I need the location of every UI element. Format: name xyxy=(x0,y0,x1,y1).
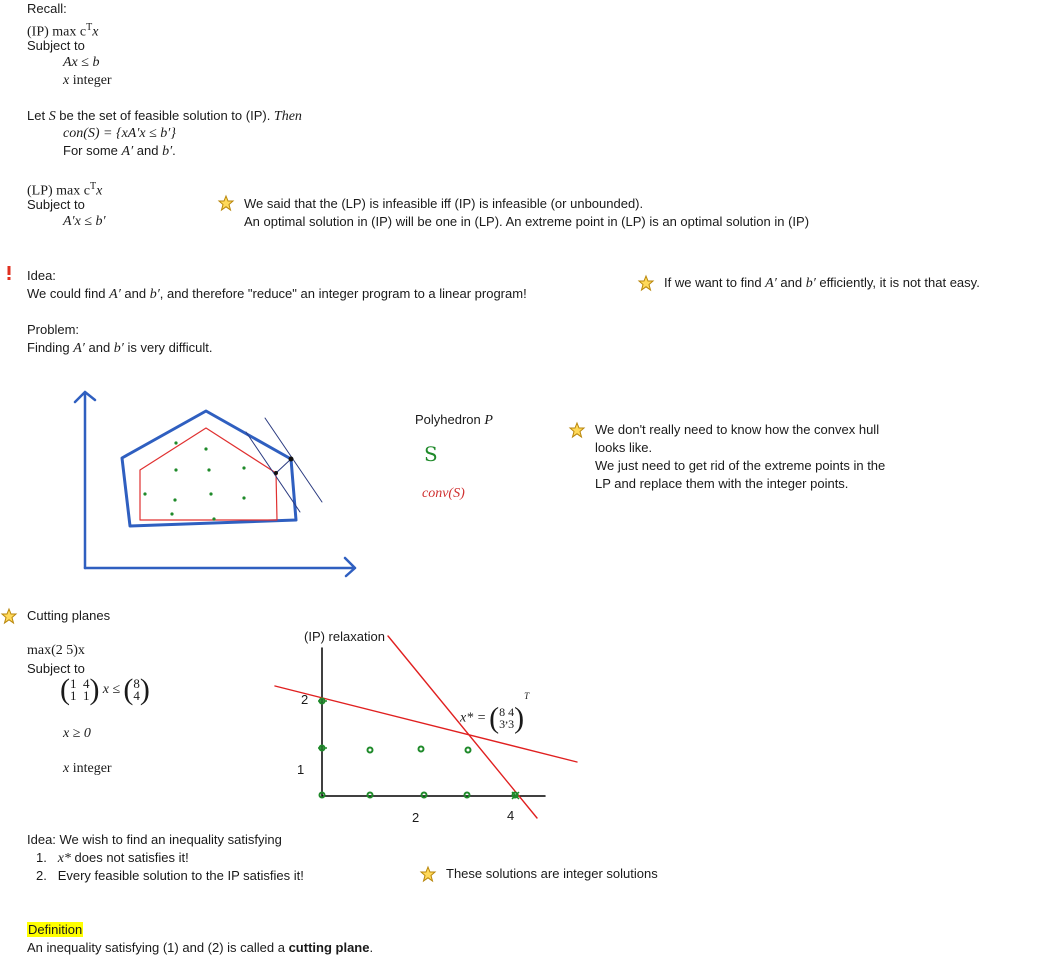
tick-x-2: 2 xyxy=(412,810,420,825)
idea-text: We could find A′ and b′, and therefore "reduce" an integer program to a linear program! xyxy=(27,286,527,302)
idea2-item-1: 1. x* does not satisfies it! xyxy=(36,850,189,866)
let-s-line: Let S be the set of feasible solution to (IP). Then xyxy=(27,108,302,124)
polyhedron-label: Polyhedron P xyxy=(415,412,493,428)
note-optimal: An optimal solution in (IP) will be one in (LP). An extreme point in (LP) is an optimal solution in (IP) xyxy=(244,214,810,229)
note-integer-solutions: These solutions are integer solutions xyxy=(446,866,658,881)
problem-text: Finding A′ and b′ is very difficult. xyxy=(27,340,213,356)
conv-definition: con(S) = {xA′x ≤ b′} xyxy=(63,126,176,141)
lp-subject-to: Subject to xyxy=(27,197,85,212)
cp-nonneg: x ≥ 0 xyxy=(63,726,91,741)
definition-text: An inequality satisfying (1) and (2) is called a cutting plane. xyxy=(27,940,374,955)
recall-subject-to: Subject to xyxy=(27,38,85,53)
note-infeasible: We said that the (LP) is infeasible iff (IP) is infeasible (or unbounded). xyxy=(244,196,644,211)
cp-objective: max(2 5)x xyxy=(27,643,85,658)
note-convex-hull-4: LP and replace them with the integer points. xyxy=(595,476,849,491)
note-convex-hull-2: looks like. xyxy=(595,440,653,455)
note-convex-hull-1: We don't really need to know how the convex hull xyxy=(595,422,880,437)
idea2-title: Idea: We wish to find an inequality satisfying xyxy=(27,832,282,847)
cp-subject-to: Subject to xyxy=(27,661,85,676)
problem-title: Problem: xyxy=(27,322,80,337)
conv-label: conv(S) xyxy=(422,486,465,501)
recall-ip-objective: (IP) $\max c^Tx$ xyxy=(27,22,99,40)
note-convex-hull-3: We just need to get rid of the extreme points in the xyxy=(595,458,886,473)
recall-title: Recall: xyxy=(27,1,67,16)
s-symbol: S xyxy=(424,442,438,466)
lp-objective: (LP) $\max c^Tx$ xyxy=(27,181,103,199)
recall-constraint-integer: x integer xyxy=(63,73,112,88)
tick-y-1: 1 xyxy=(297,762,305,777)
star-icon xyxy=(420,866,436,882)
cp-integer: x integer xyxy=(63,761,112,776)
cutting-planes-title: Cutting planes xyxy=(27,608,111,623)
cp-matrix-constraint: (1 4 1 1) x ≤ (8 4) xyxy=(60,673,150,706)
note-efficiency: If we want to find A′ and b′ efficiently, it is not that easy. xyxy=(664,275,980,291)
lp-constraint: A′x ≤ b′ xyxy=(63,214,106,229)
definition-title: Definition xyxy=(28,922,83,937)
idea2-item-2: 2. Every feasible solution to the IP satisfies it! xyxy=(36,868,304,883)
xstar-label: x* = (8 3,4 3)$^T$ xyxy=(460,691,530,735)
for-some-line: For some A′ and b′. xyxy=(63,143,176,159)
tick-x-4: 4 xyxy=(507,808,515,823)
idea-title: Idea: xyxy=(27,268,56,283)
recall-constraint-ax: Ax ≤ b xyxy=(63,55,100,70)
tick-y-2: 2 xyxy=(301,692,309,707)
graph-title: (IP) relaxation xyxy=(304,629,385,644)
